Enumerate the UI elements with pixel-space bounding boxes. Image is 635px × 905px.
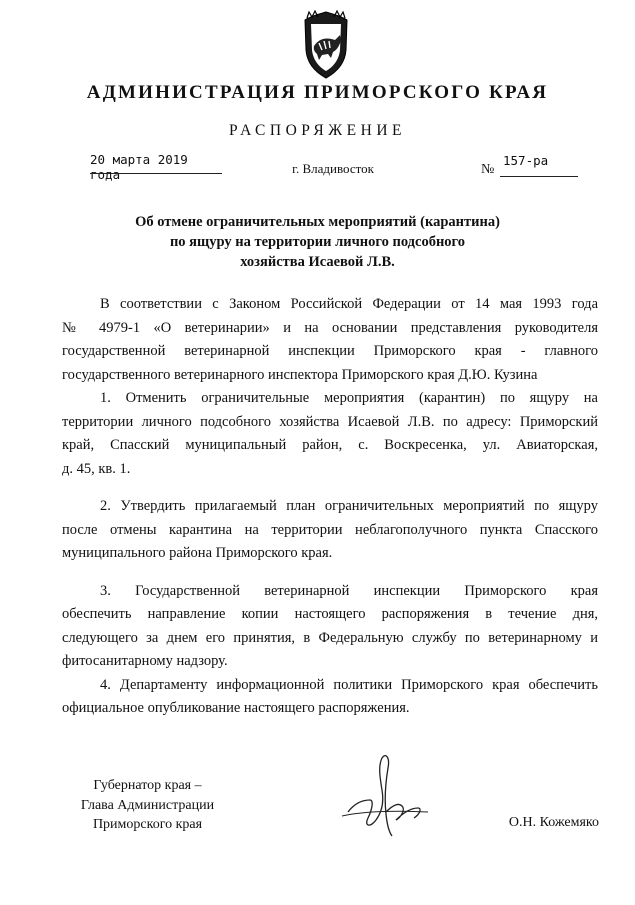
paragraph-item-4	[62, 674, 598, 721]
paragraph-item-1	[62, 387, 598, 481]
signer-position-line: Губернатор края –	[93, 778, 202, 793]
document-heading	[0, 212, 635, 272]
document-date: 20 марта 2019 года	[90, 152, 188, 182]
document-number: 157-ра	[503, 153, 549, 168]
heading-line: хозяйства Исаевой Л.В.	[240, 254, 395, 270]
paragraph-intro	[62, 293, 598, 387]
organization-title: АДМИНИСТРАЦИЯ ПРИМОРСКОГО КРАЯ	[86, 82, 549, 103]
date-underline	[90, 173, 222, 174]
heading-line: по ящуру на территории личного подсобного	[169, 234, 466, 250]
document-city: г. Владивосток	[292, 161, 374, 176]
text-line: край, Спасский муниципальный район, с. Воскресенка, ул. Авиаторская,	[62, 437, 598, 453]
number-underline	[500, 176, 578, 177]
text-line: территории личного подсобного хозяйства Исаевой Л.В. по адресу: Приморский	[62, 413, 598, 430]
text-line: официальное опубликование настоящего распоряжения.	[62, 700, 410, 716]
coat-of-arms-emblem	[297, 10, 355, 80]
text-line: муниципального района Приморского края.	[62, 545, 333, 561]
document-body	[62, 293, 598, 721]
text-line: В соответствии с Законом Российской Федерации от 14 мая 1993 года	[100, 296, 598, 312]
text-line: государственного ветеринарного инспектора Приморского края Д.Ю. Кузина	[62, 366, 538, 383]
handwritten-signature	[340, 752, 430, 840]
signer-name: О.Н. Кожемяко	[508, 815, 599, 830]
heading-line: Об отмене ограничительных мероприятий (карантина)	[135, 214, 500, 230]
text-line: д. 45, кв. 1.	[62, 460, 131, 477]
text-line: государственной ветеринарной инспекции Приморского края - главного	[62, 343, 598, 359]
text-line: обеспечить направление копии настоящего распоряжения в течение дня,	[62, 606, 598, 622]
text-line: следующего за днем его принятия, в Федеральную службу по ветеринарному и	[62, 629, 598, 646]
number-sign: №	[481, 162, 495, 177]
text-line: 1. Отменить ограничительные мероприятия (карантин) по ящуру на	[100, 390, 598, 406]
text-line: № 4979-1 «О ветеринарии» и на основании представления руководителя	[62, 319, 598, 336]
signer-position-line: Глава Администрации	[80, 797, 215, 813]
signer-position	[60, 776, 235, 835]
paragraph-item-2	[62, 495, 598, 566]
document-type: РАСПОРЯЖЕНИЕ	[229, 122, 406, 139]
text-line: 4. Департаменту информационной политики Приморского края обеспечить	[100, 676, 598, 693]
paragraph-item-3	[62, 580, 598, 674]
signer-position-line: Приморского края	[92, 817, 203, 832]
text-line: 3. Государственной ветеринарной инспекции Приморского края	[100, 582, 598, 599]
text-line: фитосанитарному надзору.	[62, 653, 228, 669]
text-line: 2. Утвердить прилагаемый план ограничительных мероприятий по ящуру	[100, 498, 598, 514]
text-line: после отмены карантина на территории неблагополучного пункта Спасского	[62, 521, 598, 538]
